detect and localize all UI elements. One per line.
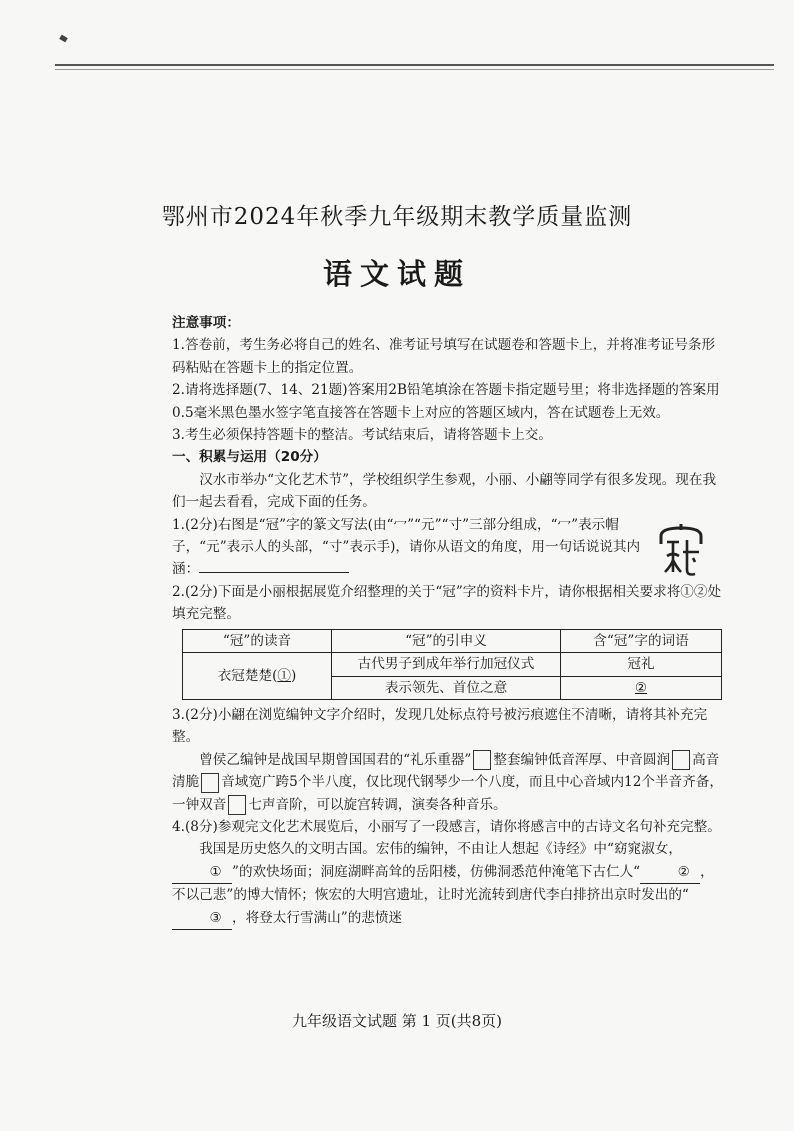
question-1 (172, 514, 724, 581)
seal-glyph-svg (657, 522, 705, 578)
page-footer: 九年级语文试题 第 1 页(共8页) (291, 1012, 503, 1030)
notes-heading: 注意事项： (172, 315, 240, 331)
table-header-reading: “冠”的读音 (183, 629, 332, 652)
answer-blank-1[interactable]: ① (172, 861, 232, 884)
seal-script-guan-icon (657, 522, 705, 578)
question-3: 3.(2分)小翩在浏览编钟文字介绍时，发现几处标点符号被污痕遮住不清晰，请将其补充完整。 (172, 706, 708, 746)
header-rule (55, 64, 774, 66)
scan-mark (59, 35, 68, 43)
question-4-passage (172, 838, 724, 930)
section-intro: 汉水市举办“文化艺术节”，学校组织学生参观，小丽、小翩等同学有很多发现。现在我们一起去看看，完成下面的任务。 (172, 471, 717, 511)
punctuation-box-4[interactable] (228, 795, 246, 815)
data-card-table (182, 629, 722, 700)
header-rule-thin (55, 69, 774, 70)
reading-text: 衣冠楚楚( (217, 667, 278, 684)
note-item-1: 1.答卷前，考生务必将自己的姓名、准考证号填写在试题卷和答题卡上，并将准考证号条形码粘贴在答题卡上的指定位置。 (172, 337, 716, 376)
blank-marker-2[interactable]: ② (634, 679, 648, 696)
punctuation-box-2[interactable] (672, 750, 690, 770)
table-cell-word-2 (561, 676, 722, 699)
blank-marker-1[interactable]: ① (277, 667, 291, 684)
punctuation-box-1[interactable] (473, 750, 491, 770)
table-cell-meaning-1: 古代男子到成年举行加冠仪式 (332, 653, 561, 676)
table-header-meaning: “冠”的引申义 (332, 629, 561, 652)
question-4: 4.(8分)参观完文化艺术展览后，小丽写了一段感言，请你将感言中的古诗文名句补充完整。 (172, 818, 721, 835)
exam-content (172, 312, 724, 930)
section-heading: 一、积累与运用（20分） (172, 449, 327, 466)
passage-3-part-5: 七声音阶，可以旋宫转调，演奏各种音乐。 (248, 796, 507, 813)
passage-3-part-3: 高音清脆 (172, 751, 720, 791)
answer-blank-3[interactable]: ③ (172, 907, 232, 930)
reading-close: ) (290, 667, 297, 684)
question-1-text: 1.(2分)右图是“冠”字的篆文写法(由“冖”“元”“寸”三部分组成，“冖”表示帽子，“元”表示人的头部，“寸”表示手)，请你从语文的角度，用一句话说说其内涵： (172, 516, 641, 578)
table-header-words: 含“冠”字的词语 (561, 629, 722, 652)
table-cell-meaning-2: 表示领先、首位之意 (332, 676, 561, 699)
passage-4-part-2: ”的欢快场面；洞庭湖畔高耸的岳阳楼，仿佛洞悉范仲淹笔下古仁人“ (232, 863, 641, 880)
table-cell-word-1: 冠礼 (561, 653, 722, 676)
passage-3-part-4: 音域宽广跨5个半八度，仅比现代钢琴少一个八度，而且中心音域内12个半音齐备，一钟双音 (172, 774, 723, 813)
passage-3-part-2: 整套编钟低音浑厚、中音圆润 (493, 751, 671, 768)
punctuation-box-3[interactable] (201, 773, 219, 793)
exam-title: 鄂州市2024年秋季九年级期末教学质量监测 (161, 204, 633, 230)
question-2: 2.(2分)下面是小丽根据展览介绍整理的关于“冠”字的资料卡片，请你根据相关要求将①②处填充完整。 (172, 583, 722, 623)
note-item-2: 2.请将选择题(7、14、21题)答案用2B铅笔填涂在答题卡指定题号里；将非选择题的答案用0.5毫米黑色墨水签字笔直接答在答题卡上对应的答题区域内，答在试题卷上无效。 (172, 382, 720, 421)
question-3-passage (172, 749, 724, 816)
passage-4-part-4: ，将登太行雪满山”的悲愤迷 (232, 909, 403, 926)
exam-subtitle: 语文试题 (322, 257, 471, 291)
table-cell-reading (183, 653, 332, 700)
passage-4-part-1: 我国是历史悠久的文明古国。宏伟的编钟，不由让人想起《诗经》中“窈窕淑女， (199, 841, 682, 858)
note-item-3: 3.考生必须保持答题卡的整洁。考试结束后，请将答题卡上交。 (172, 427, 552, 444)
answer-blank-2[interactable]: ② (640, 861, 700, 884)
passage-4-part-3: ，不以己悲”的博大情怀；恢宏的大明宫遗址，让时光流转到唐代李白排挤出京时发出的“ (172, 863, 714, 904)
passage-3-part-1: 曾侯乙编钟是战国早期曾国国君的“礼乐重器” (199, 751, 472, 768)
answer-blank-q1[interactable] (199, 572, 349, 573)
